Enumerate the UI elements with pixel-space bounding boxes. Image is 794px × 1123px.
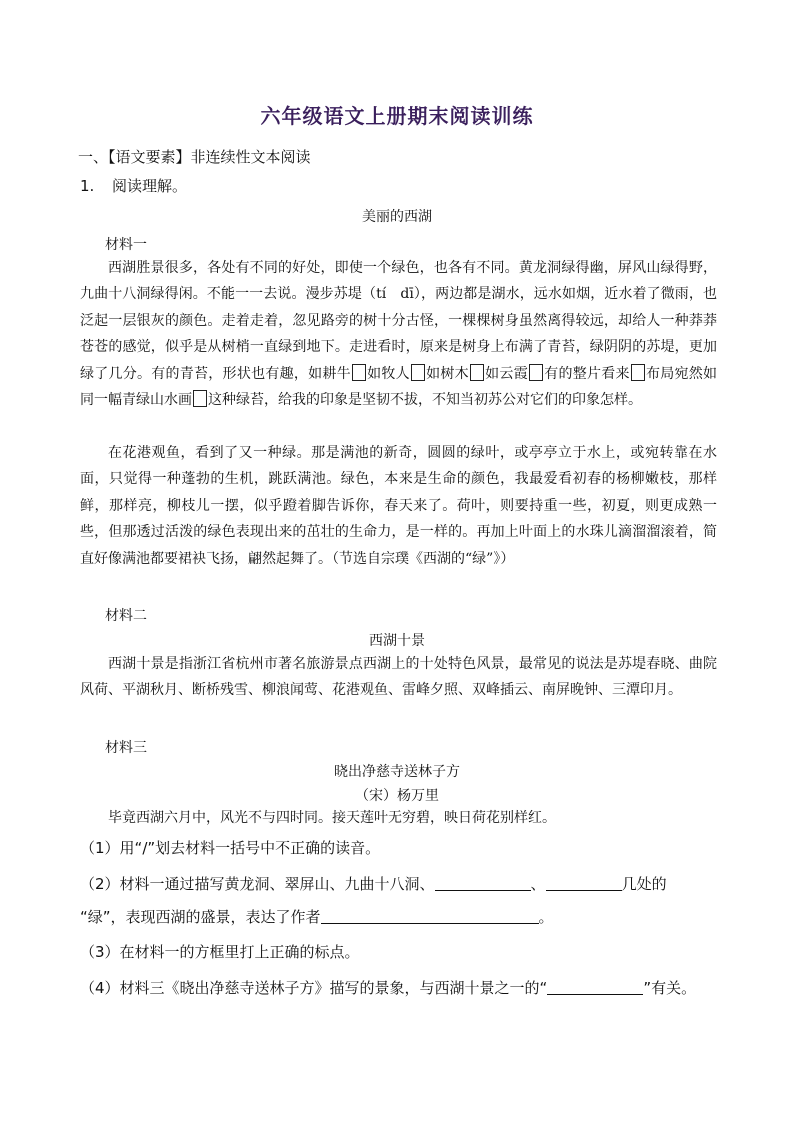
poem-title: 晓出净慈寺送林子方 <box>334 764 460 780</box>
paragraph-text: 如牧人 <box>366 365 410 382</box>
material-2-paragraph: 西湖十景是指浙江省杭州市著名旅游景点西湖上的十处特色风景，最常见的说法是苏堤春晓、曲院风荷、平湖秋月、断桥残雪、柳浪闻莺、花港观鱼、雷峰夕照、双峰插云、南屏晚钟、三潭印月。 <box>80 656 717 699</box>
sub-question-4 <box>80 977 696 998</box>
question-text: 阅读理解。 <box>112 177 188 195</box>
material-1-paragraph-1 <box>80 255 717 413</box>
section-heading: 一、【语文要素】非连续性文本阅读 <box>78 148 311 166</box>
question-text: 几处的 <box>621 875 667 893</box>
question-number: 1. <box>80 177 95 195</box>
answer-blank[interactable] <box>435 874 531 891</box>
punctuation-box[interactable] <box>411 364 425 381</box>
question-text: ”有关。 <box>643 979 697 997</box>
question-text: “绿”，表现西湖的盛景，表达了作者 <box>80 908 321 926</box>
question-text: （2）材料一通过描写黄龙洞、翠屏山、九曲十八洞、 <box>80 875 435 893</box>
answer-blank[interactable] <box>321 907 539 924</box>
page-title: 六年级语文上册期末阅读训练 <box>260 104 534 128</box>
paragraph-text: 如树木 <box>425 365 469 382</box>
answer-blank[interactable] <box>546 874 622 891</box>
sub-question-3: （3）在材料一的方框里打上正确的标点。 <box>80 943 360 961</box>
question-text: （4）材料三《晓出净慈寺送林子方》描写的景象，与西湖十景之一的“ <box>80 979 548 997</box>
material-1-paragraph-2: 在花港观鱼，看到了又一种绿。那是满池的新奇，圆圆的绿叶，或亭亭立于水上，或宛转靠在水面，只觉得一种蓬勃的生机，跳跃满池。绿色，本来是生命的颜色，我最爱看初春的杨柳嫩枝，那样鲜，那样亮，柳枝儿一摆，似乎蹬着脚告诉你，春天来了。荷叶，则要持重一些，初夏，则更成熟一些，但那透过活泼的绿色表现出来的茁壮的生命力，是一样的。再加上叶面上的水珠儿滴溜溜滚着，简直好像满池都要裙袂飞扬，翩然起舞了。（节选自宗璞《西湖的“绿”》） <box>80 445 717 567</box>
paragraph-text: 有的整片看来 <box>543 365 630 382</box>
punctuation-box[interactable] <box>529 364 543 381</box>
paragraph-text: 这种绿苔，给我的印象是坚韧不拔，不知当初苏公对它们的印象怎样。 <box>208 392 642 409</box>
sub-question-2-line-2 <box>80 906 554 927</box>
passage-title: 美丽的西湖 <box>362 209 432 225</box>
question-text: 。 <box>538 908 554 926</box>
paragraph-text: 布局宛然如同一幅青绿山水画 <box>80 365 718 409</box>
sub-question-2-line-1 <box>80 873 667 894</box>
material-3-label: 材料三 <box>105 740 147 756</box>
material-2-title: 西湖十景 <box>369 633 425 649</box>
question-1 <box>80 175 187 196</box>
paragraph-text: 如云霞 <box>484 365 528 382</box>
punctuation-box[interactable] <box>193 390 207 407</box>
punctuation-box[interactable] <box>631 364 645 381</box>
sub-question-1: （1）用“/”划去材料一括号中不正确的读音。 <box>80 839 381 857</box>
punctuation-box[interactable] <box>352 364 366 381</box>
punctuation-box[interactable] <box>470 364 484 381</box>
poem-text: 毕竟西湖六月中，风光不与四时同。接天莲叶无穷碧，映日荷花别样红。 <box>108 810 556 826</box>
paragraph-text: 西湖胜景很多，各处有不同的好处，即使一个绿色，也各有不同。黄龙洞绿得幽，屏风山绿得野，九曲十八洞绿得闲。不能一一去说。漫步苏堤（tí dī），两边都是湖水，远水如烟，近水着了微雨，也泛起一层银灰的颜色。走着走着，忽见路旁的树十分古怪，一棵棵树身虽然离得较远，却给人一种莽莽苍苍的感觉，似乎是从树梢一直绿到地下。走进看时，原来是树身上布满了青苔，绿阴阴的苏堤，更加绿了几分。有的青苔，形状也有趣，如耕牛 <box>80 260 717 382</box>
material-2-label: 材料二 <box>105 608 147 624</box>
answer-blank[interactable] <box>547 978 643 995</box>
material-1-label: 材料一 <box>105 237 147 253</box>
poem-author: （宋）杨万里 <box>355 788 439 804</box>
question-text: 、 <box>530 875 546 893</box>
